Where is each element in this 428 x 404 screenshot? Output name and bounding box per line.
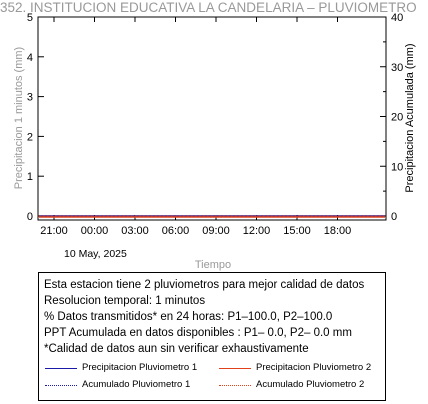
legend-label-p1: Precipitacion Pluviometro 1 xyxy=(82,362,198,373)
info-transmitted: % Datos transmitidos* en 24 horas: P1–100.0, P2–100.0 xyxy=(44,311,333,323)
legend-label-a1: Acumulado Pluviometro 1 xyxy=(82,379,191,390)
x-tick-label: 06:00 xyxy=(161,225,190,237)
x-tick-label: 15:00 xyxy=(283,225,311,237)
y-left-tick-label: 3 xyxy=(26,91,33,104)
x-tick-label: 03:00 xyxy=(121,225,149,237)
x-tick-label: 09:00 xyxy=(202,225,230,237)
info-resolution: Resolucion temporal: 1 minutos xyxy=(44,295,206,307)
y-left-tick-label: 0 xyxy=(26,211,33,223)
y-right-tick-label: 20 xyxy=(391,111,404,124)
y-right-tick-label: 30 xyxy=(391,61,404,74)
x-tick-label: 12:00 xyxy=(242,225,271,237)
y-right-tick-label: 0 xyxy=(391,211,398,223)
info-box xyxy=(38,272,386,401)
legend-swatch-p1 xyxy=(45,368,77,369)
legend-swatch-a2 xyxy=(219,385,251,386)
info-stations: Esta estacion tiene 2 pluviometros para mejor calidad de datos xyxy=(44,279,365,291)
x-tick-label: 21:00 xyxy=(40,225,68,237)
legend-swatch-a1 xyxy=(45,385,77,386)
info-accumulated: PPT Acumulada en datos disponibles : P1– 0.0, P2– 0.0 mm xyxy=(44,327,352,339)
x-tick-label: 00:00 xyxy=(80,225,109,237)
right-y-axis xyxy=(380,12,403,223)
x-axis-label: Tiempo xyxy=(194,259,232,271)
series-layer xyxy=(39,216,385,217)
y-axis-label-left: Precipitacion 1 minutos (mm) xyxy=(13,46,25,190)
y-left-tick-label: 5 xyxy=(26,12,33,24)
x-tick-label: 18:00 xyxy=(323,225,352,237)
y-left-tick-label: 2 xyxy=(26,131,33,144)
y-axis-label-right: Precipitacion Acumulada (mm) xyxy=(404,43,416,193)
y-right-tick-label: 40 xyxy=(391,12,404,24)
legend-label-p2: Precipitacion Pluviometro 2 xyxy=(256,362,372,373)
y-left-tick-label: 1 xyxy=(26,171,33,184)
x-axis xyxy=(40,17,351,237)
chart-title: 352. INSTITUCION EDUCATIVA LA CANDELARIA – PLUVIOMETRO xyxy=(0,0,417,15)
y-right-tick-label: 10 xyxy=(391,161,404,174)
plot-frame xyxy=(38,17,386,220)
info-quality-note: *Calidad de datos aun sin verificar exhaustivamente xyxy=(44,343,309,355)
legend-swatch-p2 xyxy=(219,368,251,369)
left-y-axis xyxy=(27,12,44,223)
legend-label-a2: Acumulado Pluviometro 2 xyxy=(256,379,365,390)
y-left-tick-label: 4 xyxy=(26,51,33,64)
date-label: 10 May, 2025 xyxy=(64,248,127,260)
